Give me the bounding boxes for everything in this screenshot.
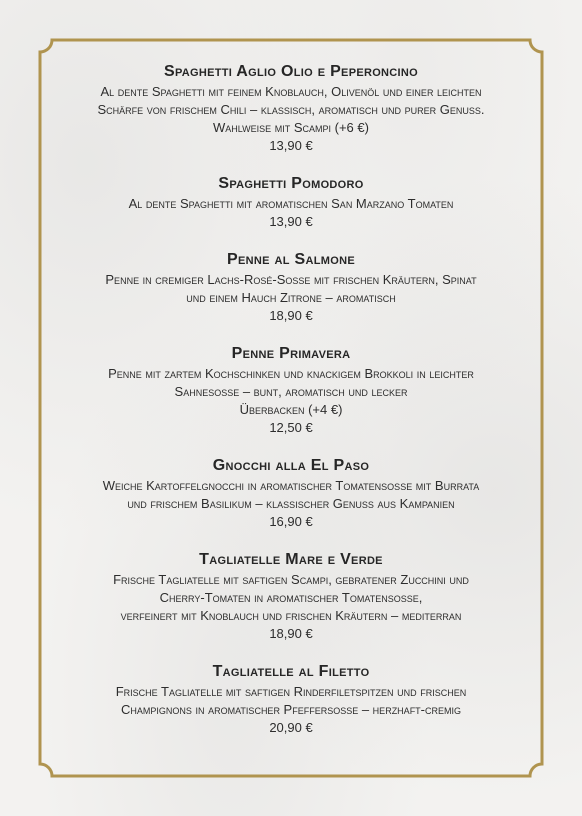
dish-description-line: Sahnesosse – bunt, aromatisch und lecker: [174, 384, 408, 399]
dish-description-line: verfeinert mit Knoblauch und frischen Kräutern – mediterran: [120, 608, 462, 623]
dish-price: 20,90 €: [269, 720, 313, 735]
dish-description-line: und frischem Basilikum – klassischer Genuss aus Kampanien: [127, 496, 455, 511]
dish-description-line: Penne mit zartem Kochschinken und knackigem Brokkoli in leichter: [108, 366, 474, 381]
menu-item: [55, 662, 527, 737]
dish-description-line: und einem Hauch Zitrone – aromatisch: [186, 290, 396, 305]
dish-name: Tagliatelle Mare e Verde: [199, 551, 383, 568]
dish-name: Penne al Salmone: [227, 251, 355, 268]
dish-description-line: Champignons in aromatischer Pfeffersosse – herzhaft-cremig: [120, 702, 462, 717]
dish-price: 13,90 €: [269, 138, 313, 153]
dish-price: 18,90 €: [269, 626, 313, 641]
dish-description-line: Weiche Kartoffelgnocchi in aromatischer Tomatensosse mit Burrata: [102, 478, 480, 493]
dish-description-line: Frische Tagliatelle mit saftigen Rinderfiletspitzen und frischen: [115, 684, 467, 699]
dish-description-line: Wahlweise mit Scampi (+6 €): [213, 120, 369, 135]
menu-item: [55, 250, 527, 325]
dish-description-line: Frische Tagliatelle mit saftigen Scampi, gebratener Zucchini und: [113, 572, 469, 587]
menu-item: [55, 550, 527, 643]
dish-name: Penne Primavera: [231, 345, 351, 362]
dish-description-line: Al dente Spaghetti mit aromatischen San Marzano Tomaten: [128, 196, 454, 211]
dish-price: 12,50 €: [269, 420, 313, 435]
dish-description-line: Al dente Spaghetti mit feinem Knoblauch, Olivenöl und einer leichten: [100, 84, 482, 99]
menu-item: [55, 456, 527, 531]
dish-price: 13,90 €: [269, 214, 313, 229]
menu-list: [55, 62, 527, 756]
menu-item: [55, 174, 527, 231]
dish-name: Gnocchi alla El Paso: [212, 457, 370, 474]
dish-description-line: Überbacken (+4 €): [239, 402, 343, 417]
dish-description-line: Penne in cremiger Lachs-Rosé-Sosse mit frischen Kräutern, Spinat: [105, 272, 477, 287]
dish-description-line: Cherry-Tomaten in aromatischer Tomatensosse,: [159, 590, 423, 605]
menu-item: [55, 344, 527, 437]
dish-description-line: Schärfe von frischem Chili – klassisch, aromatisch und purer Genuss.: [97, 102, 485, 117]
dish-name: Spaghetti Aglio Olio e Peperoncino: [163, 63, 419, 80]
menu-item: [55, 62, 527, 155]
dish-name: Tagliatelle al Filetto: [212, 663, 370, 680]
dish-name: Spaghetti Pomodoro: [218, 175, 364, 192]
dish-price: 16,90 €: [269, 514, 313, 529]
dish-price: 18,90 €: [269, 308, 313, 323]
